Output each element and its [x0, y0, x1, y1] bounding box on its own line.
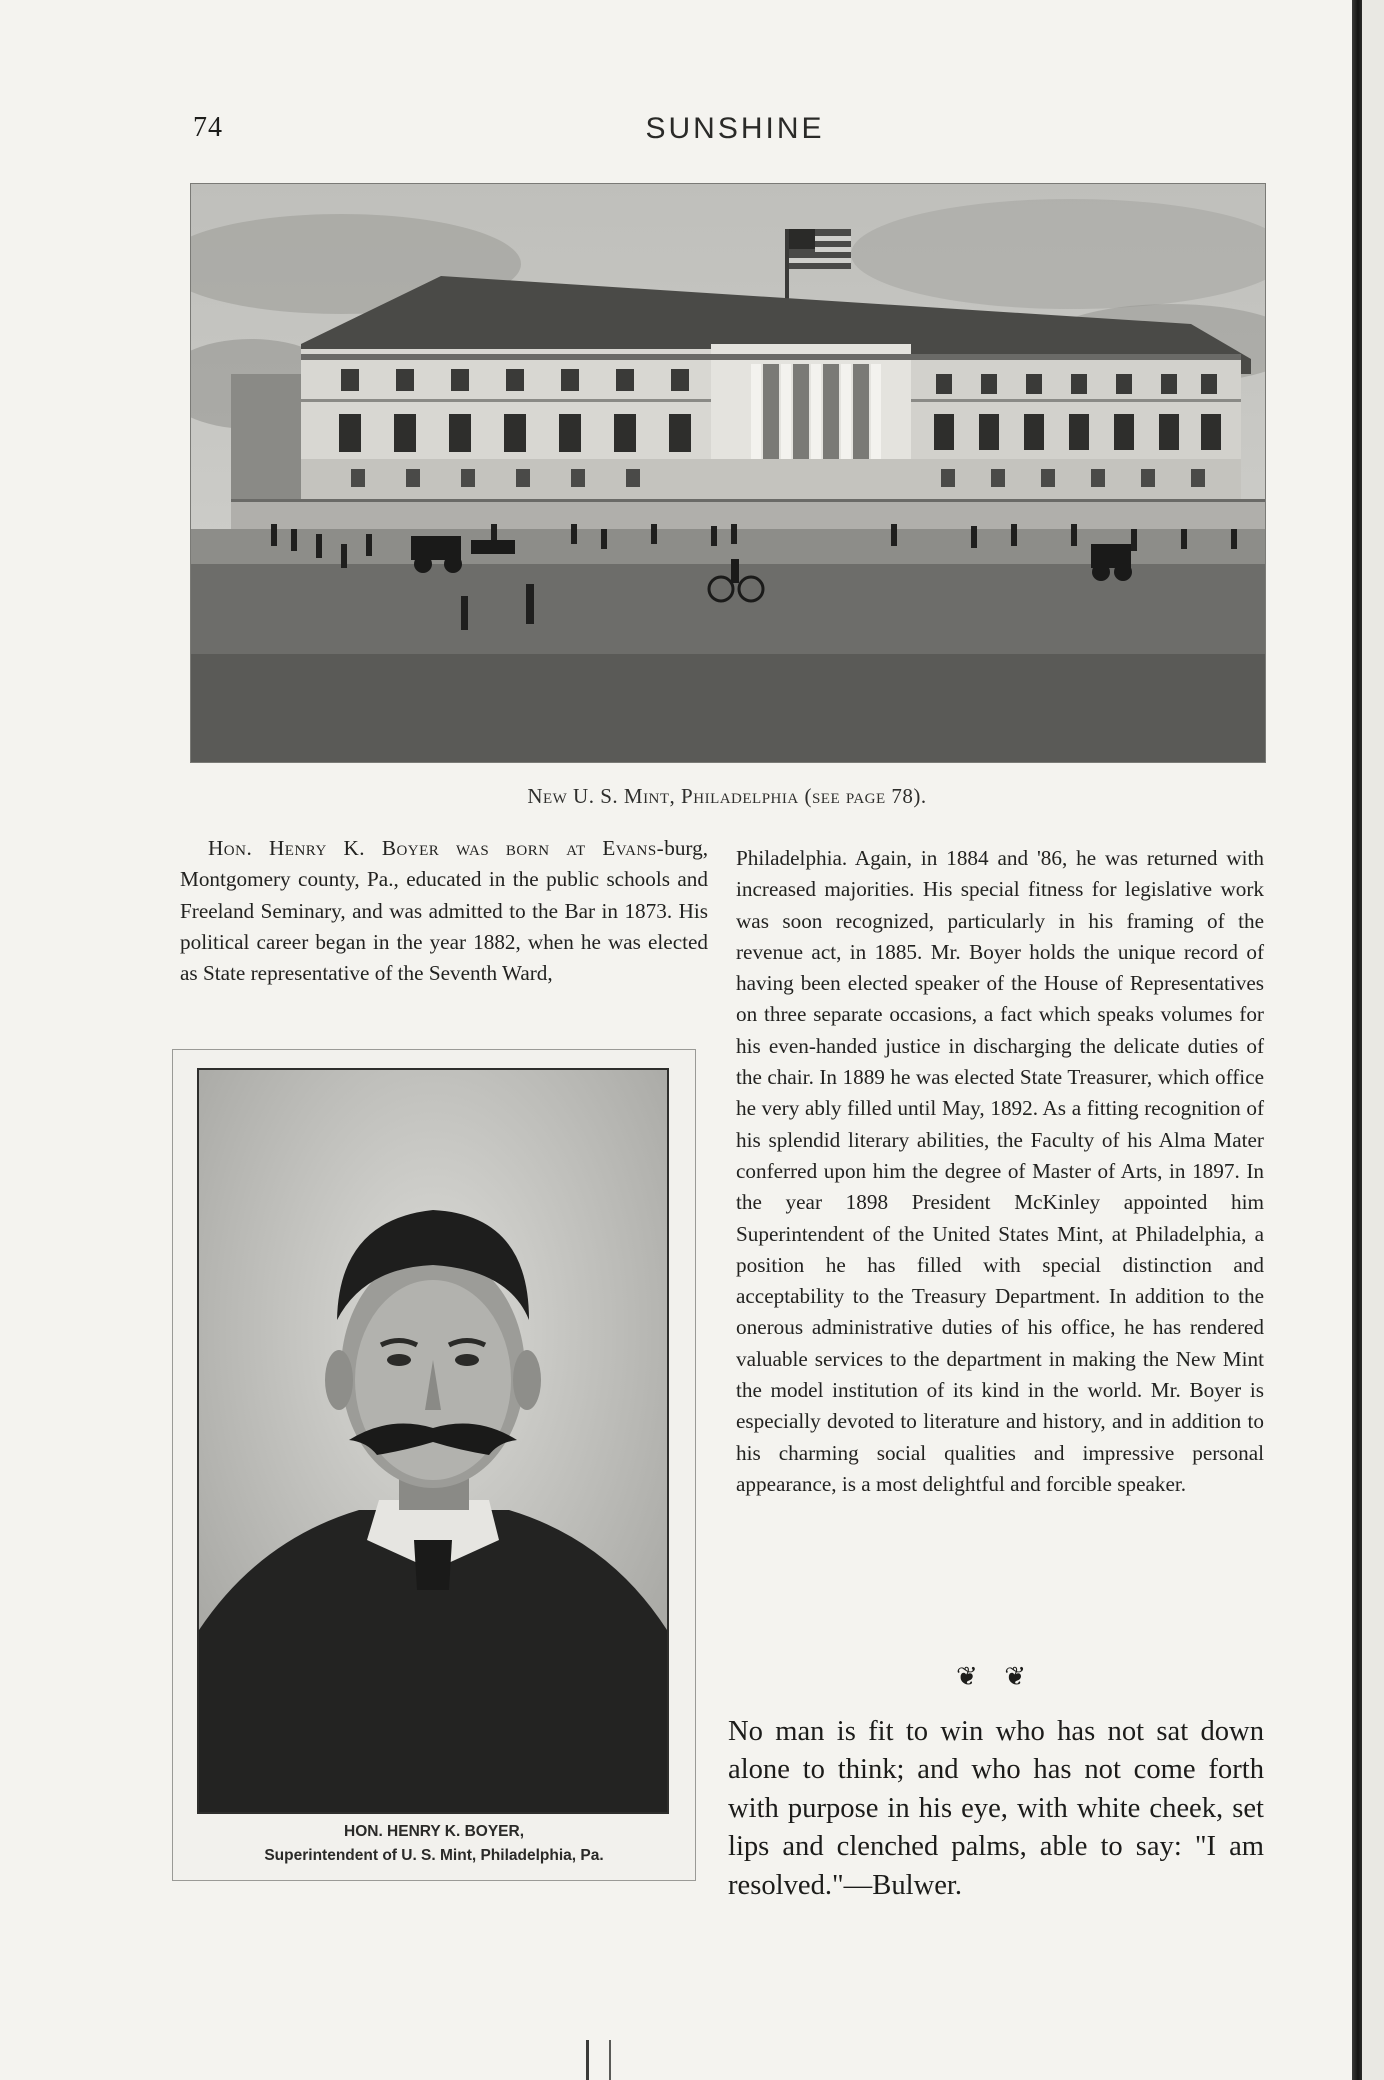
mint-building-illustration: [191, 184, 1265, 762]
portrait-illustration: [199, 1070, 667, 1812]
article-left-text: burg, Montgomery county, Pa., educated in the public schools and Freeland Seminary, and was admitted to the Bar in 1873. His political career began in the year 1882, when he was elected as State representative of the Seventh Ward,: [180, 836, 708, 986]
mint-caption: New U. S. Mint, Philadelphia (see page 78).: [527, 784, 927, 808]
bulwer-quote: [728, 1713, 1264, 1905]
mint-building-engraving: [190, 183, 1266, 763]
quote-text: No man is fit to win who has not sat down alone to think; and who has not come forth with purpose in his eye, with white cheek, set lips and clenched palms, able to say: "I am resolved."—Bulwer.: [728, 1716, 1264, 1901]
ornament-divider: ❦ ❦: [956, 1662, 1037, 1691]
portrait-caption-title: Superintendent of U. S. Mint, Philadelphia, Pa.: [264, 1847, 604, 1864]
binding-mark: [586, 2040, 611, 2080]
portrait-caption-name: HON. HENRY K. BOYER,: [344, 1823, 524, 1840]
running-title: SUNSHINE: [645, 112, 825, 145]
article-right-column: [736, 843, 1264, 1500]
page-edge: [1352, 0, 1362, 2080]
article-lead-line: Hon. Henry K. Boyer was born at Evans-: [208, 836, 665, 860]
next-page-edge: [1362, 0, 1384, 2080]
article-right-text: Philadelphia. Again, in 1884 and '86, he was returned with increased majorities. His special fitness for legislative work was soon recognized, particularly in his framing of the revenue act, in 1885. Mr. Boyer holds the unique record of having been elected speaker of the House of Representatives on three separate occasions, a fact which speaks volumes for his even-handed justice in discharging the delicate duties of the chair. In 1889 he was elected State Treasurer, which office he very ably filled until May, 1892. As a fitting recognition of his splendid literary abilities, the Faculty of his Alma Mater conferred upon him the degree of Master of Arts, in 1897. In the year 1898 President McKinley appointed him Superintendent of the United States Mint, at Philadelphia, a position he has filled with special distinction and acceptability to the Treasury Department. In addition to the onerous administrative duties of his office, he has rendered valuable services to the department in making the New Mint the model institution of its kind in the world. Mr. Boyer is especially devoted to literature and history, and in addition to his charming social qualities and impressive personal appearance, is a most delightful and forcible speaker.: [736, 846, 1264, 1496]
page-number: 74: [193, 112, 223, 143]
portrait-photo: [197, 1068, 669, 1814]
article-left-column: [180, 833, 708, 989]
portrait-caption: [173, 1820, 695, 1868]
portrait-card: [172, 1049, 696, 1881]
